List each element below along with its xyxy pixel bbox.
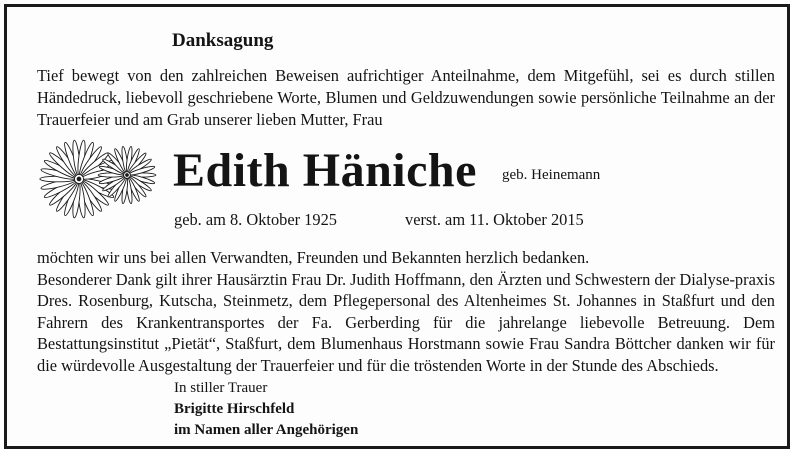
thanks-line: möchten wir uns bei allen Verwandten, Freunden und Bekannten herzlich bedanken. — [37, 248, 590, 267]
heading: Danksagung — [172, 30, 274, 51]
flower-center-dot — [77, 177, 81, 181]
closing-phrase: In stiller Trauer — [174, 380, 268, 396]
death-date: verst. am 11. Oktober 2015 — [405, 210, 584, 229]
closing-block — [174, 378, 358, 441]
signer-name: Brigitte Hirschfeld — [174, 401, 295, 417]
signer-note: im Namen aller Angehörigen — [174, 422, 359, 438]
birth-date: geb. am 8. Oktober 1925 — [174, 210, 337, 229]
birth-name: geb. Heinemann — [502, 167, 601, 183]
flower-icon — [37, 139, 157, 229]
notice-frame — [4, 4, 790, 449]
intro-paragraph: Tief bewegt von den zahlreichen Beweisen aufrichtiger Anteilnahme, dem Mitgefühl, sei es durch stillen Händedruck, liebevoll geschriebene Worte, Blumen und Geldzuwendungen sowie persönliche Teilnahme an der Trauerfeier und am Grab unserer lieben Mutter, Frau — [37, 66, 775, 129]
flower-center-dot — [126, 174, 129, 177]
deceased-name: Edith Häniche — [173, 144, 477, 197]
thanks-paragraph: Besonderer Dank gilt ihrer Hausärztin Frau Dr. Judith Hoffmann, den Ärzten und Schwestern der Dialyse-praxis Dres. Rosenburg, Kutscha, Steinmetz, dem Pflegepersonal des Altenheimes St. Johannes in Staßfurt und den Fahrern des Krankentransportes der Fa. Gerberding für die jahrelange liebevolle Betreuung. Dem Bestattungsinstitut „Pietät“, Staßfurt, dem Blumenhaus Horstmann sowie Frau Sandra Böttcher danken wir für die würdevolle Ausgestaltung der Trauerfeier und für die tröstenden Worte in der Stunde des Abschieds. — [37, 269, 775, 375]
thanks-text — [37, 247, 775, 376]
